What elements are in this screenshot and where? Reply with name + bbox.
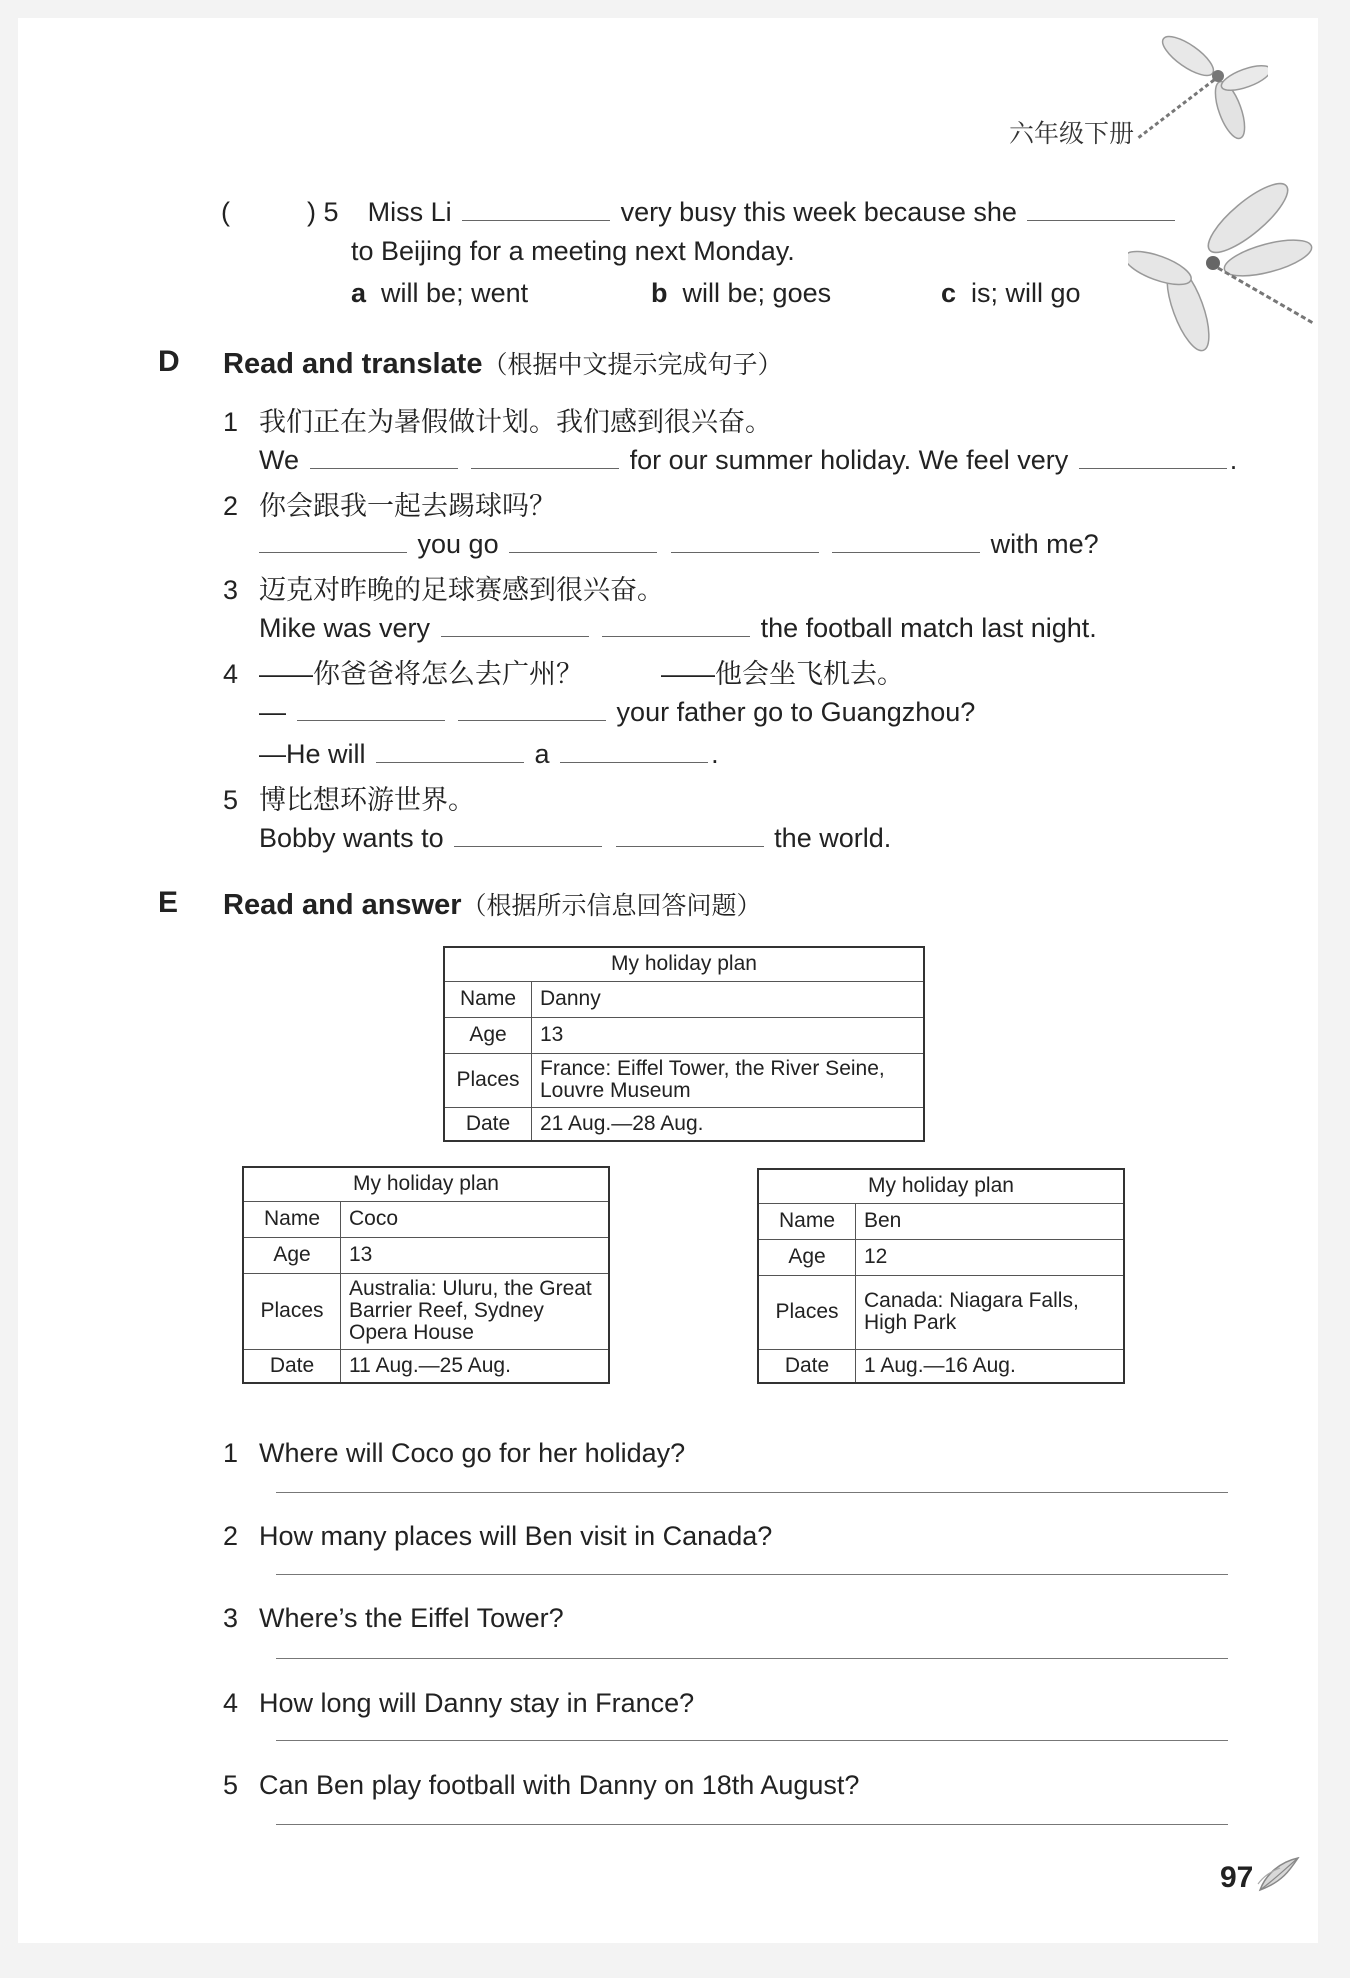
d3-english: Mike was very the football match last night.: [259, 610, 1097, 644]
e-question-4: 4 How long will Danny stay in France?: [223, 1688, 695, 1718]
dragonfly-icon: [1118, 18, 1268, 168]
answer-blank[interactable]: [454, 820, 602, 847]
section-d-letter: D: [158, 345, 180, 378]
d5-english: Bobby wants to the world.: [259, 820, 891, 854]
section-e-title: Read and answer（根据所示信息回答问题）: [223, 889, 762, 921]
c5-option-b: b will be; goes: [651, 278, 832, 308]
answer-blank[interactable]: [376, 736, 524, 763]
d4-chinese: 4 ——你爸爸将怎么去广州？ ——他会坐飞机去。: [223, 659, 904, 689]
d4-english-a: —He will a .: [259, 736, 719, 770]
section-d-title: Read and translate（根据中文提示完成句子）: [223, 348, 783, 380]
answer-blank[interactable]: [509, 526, 657, 553]
e-question-2: 2 How many places will Ben visit in Canada?: [223, 1521, 773, 1551]
d4-english-q: — your father go to Guangzhou?: [259, 694, 975, 728]
answer-blank[interactable]: [560, 736, 708, 763]
e-question-3: 3 Where’s the Eiffel Tower?: [223, 1603, 564, 1633]
d1-english: We for our summer holiday. We feel very .: [259, 442, 1237, 476]
plan-table-coco: My holiday plan Name Coco Age 13 Places Australia: Uluru, the Great Barrier Reef, Sydney Opera House Date 11 Aug.—25 Aug.: [242, 1166, 610, 1384]
answer-blank[interactable]: [441, 610, 589, 637]
c5-text-b: very busy this week because she: [620, 197, 1017, 227]
d2-english: you go with me?: [259, 526, 1099, 560]
answer-blank[interactable]: [832, 526, 980, 553]
d2-chinese: 2 你会跟我一起去踢球吗？: [223, 491, 556, 521]
answer-blank[interactable]: [616, 820, 764, 847]
c5-line2: to Beijing for a meeting next Monday.: [351, 236, 795, 266]
paren-close: ): [307, 197, 317, 227]
d1-chinese: 1 我们正在为暑假做计划。我们感到很兴奋。: [223, 407, 772, 437]
page-number: 97: [1220, 1861, 1254, 1894]
answer-blank[interactable]: [602, 610, 750, 637]
answer-line[interactable]: [276, 1492, 1228, 1493]
dragonfly-icon: [1128, 158, 1318, 388]
c5-line1: [221, 194, 1178, 228]
answer-blank[interactable]: [462, 194, 610, 221]
plan-table-ben: My holiday plan Name Ben Age 12 Places Canada: Niagara Falls, High Park Date 1 Aug.—16 Aug.: [757, 1168, 1125, 1384]
answer-line[interactable]: [276, 1740, 1228, 1741]
answer-line[interactable]: [276, 1658, 1228, 1659]
answer-blank[interactable]: [297, 694, 445, 721]
answer-blank[interactable]: [1079, 442, 1227, 469]
answer-blank[interactable]: [471, 442, 619, 469]
d3-chinese: 3 迈克对昨晚的足球赛感到很兴奋。: [223, 575, 664, 605]
answer-blank[interactable]: [1027, 194, 1175, 221]
paren-open: (: [221, 197, 230, 227]
answer-blank[interactable]: [671, 526, 819, 553]
answer-blank[interactable]: [458, 694, 606, 721]
plan-table-danny: My holiday plan Name Danny Age 13 Places France: Eiffel Tower, the River Seine, Louvre Museum Date 21 Aug.—28 Aug.: [443, 946, 925, 1142]
answer-blank[interactable]: [310, 442, 458, 469]
e-question-1: 1 Where will Coco go for her holiday?: [223, 1438, 686, 1468]
d5-chinese: 5 博比想环游世界。: [223, 785, 475, 815]
workbook-page: [18, 18, 1318, 1943]
c5-option-a: a will be; went: [351, 278, 529, 308]
c5-option-c: c is; will go: [941, 278, 1081, 308]
c5-text-a: Miss Li: [367, 197, 452, 227]
section-e-letter: E: [158, 886, 179, 919]
item-number: 5: [323, 197, 339, 227]
answer-line[interactable]: [276, 1574, 1228, 1575]
answer-line[interactable]: [276, 1824, 1228, 1825]
grade-label: 六年级下册: [1009, 120, 1135, 148]
leaf-icon: [1256, 1854, 1302, 1894]
answer-blank[interactable]: [259, 526, 407, 553]
e-question-5: 5 Can Ben play football with Danny on 18th August?: [223, 1770, 860, 1800]
